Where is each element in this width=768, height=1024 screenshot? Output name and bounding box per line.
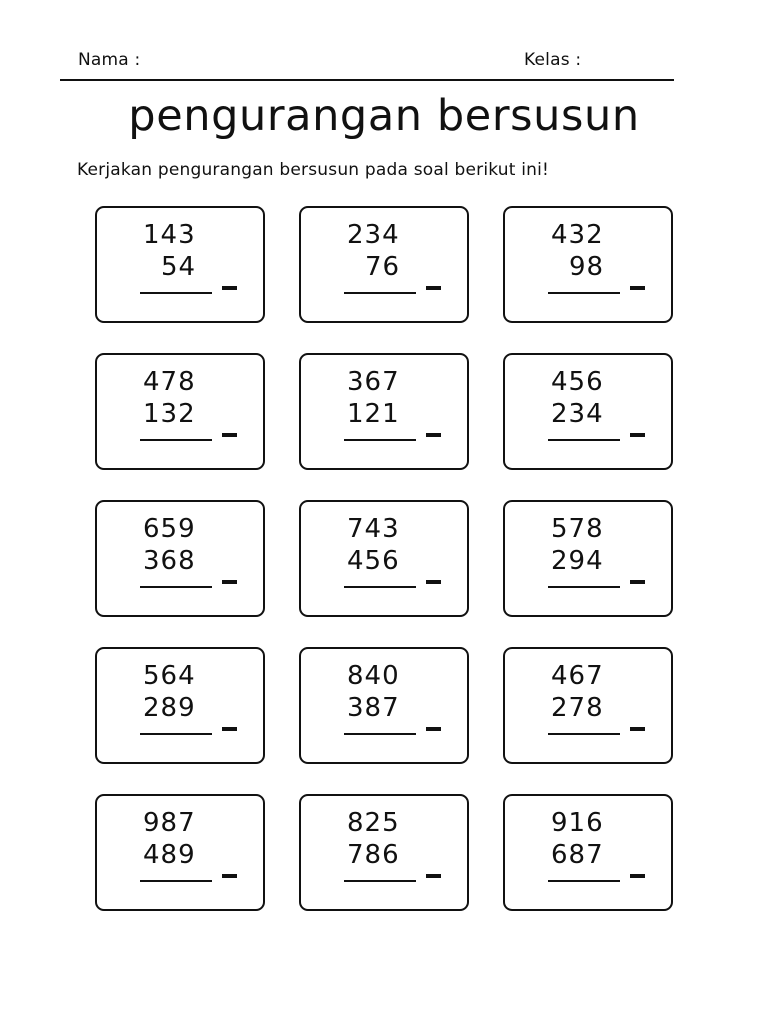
minuend: 456 [551, 367, 604, 397]
problem-card [95, 500, 265, 617]
minuend: 478 [143, 367, 196, 397]
minus-sign-icon [630, 874, 645, 878]
minus-sign-icon [426, 874, 441, 878]
minus-sign-icon [426, 727, 441, 731]
minus-sign-icon [222, 874, 237, 878]
subtrahend: 234 [551, 399, 604, 429]
problem-card [503, 500, 673, 617]
answer-line [344, 880, 416, 882]
subtrahend: 387 [347, 693, 400, 723]
problem-card [503, 353, 673, 470]
header-divider [60, 79, 674, 81]
minus-sign-icon [222, 580, 237, 584]
problem-card [95, 794, 265, 911]
subtrahend: 456 [347, 546, 400, 576]
answer-line [140, 292, 212, 294]
problem-card [95, 647, 265, 764]
answer-line [344, 586, 416, 588]
problem-card [299, 647, 469, 764]
answer-line [344, 439, 416, 441]
page-title: pengurangan bersusun [128, 91, 640, 141]
minus-sign-icon [426, 580, 441, 584]
subtrahend: 786 [347, 840, 400, 870]
answer-line [548, 439, 620, 441]
minuend: 432 [551, 220, 604, 250]
minuend: 564 [143, 661, 196, 691]
subtrahend: 278 [551, 693, 604, 723]
answer-line [140, 880, 212, 882]
minus-sign-icon [222, 286, 237, 290]
subtrahend: 368 [143, 546, 196, 576]
answer-line [548, 733, 620, 735]
minus-sign-icon [630, 286, 645, 290]
minuend: 467 [551, 661, 604, 691]
class-label: Kelas : [524, 50, 582, 70]
answer-line [344, 733, 416, 735]
answer-line [548, 586, 620, 588]
minuend: 234 [347, 220, 400, 250]
minus-sign-icon [222, 433, 237, 437]
answer-line [548, 880, 620, 882]
problem-card [299, 500, 469, 617]
subtrahend: 132 [143, 399, 196, 429]
problem-card [299, 353, 469, 470]
subtrahend: 54 [161, 252, 197, 282]
answer-line [140, 586, 212, 588]
minuend: 578 [551, 514, 604, 544]
answer-line [344, 292, 416, 294]
minus-sign-icon [222, 727, 237, 731]
subtrahend: 489 [143, 840, 196, 870]
answer-line [140, 439, 212, 441]
instruction-text: Kerjakan pengurangan bersusun pada soal berikut ini! [77, 160, 550, 180]
problem-card [503, 794, 673, 911]
minuend: 987 [143, 808, 196, 838]
subtrahend: 687 [551, 840, 604, 870]
answer-line [548, 292, 620, 294]
minus-sign-icon [426, 433, 441, 437]
subtrahend: 121 [347, 399, 400, 429]
subtrahend: 76 [365, 252, 401, 282]
problem-card [95, 206, 265, 323]
subtrahend: 294 [551, 546, 604, 576]
problem-grid [95, 206, 673, 911]
minus-sign-icon [630, 580, 645, 584]
name-label: Nama : [78, 50, 141, 70]
minuend: 143 [143, 220, 196, 250]
subtrahend: 289 [143, 693, 196, 723]
problem-card [299, 206, 469, 323]
minus-sign-icon [630, 433, 645, 437]
problem-card [95, 353, 265, 470]
minus-sign-icon [426, 286, 441, 290]
problem-card [299, 794, 469, 911]
problem-card [503, 206, 673, 323]
answer-line [140, 733, 212, 735]
minuend: 659 [143, 514, 196, 544]
problem-card [503, 647, 673, 764]
minus-sign-icon [630, 727, 645, 731]
minuend: 840 [347, 661, 400, 691]
header-row [60, 50, 674, 76]
minuend: 743 [347, 514, 400, 544]
minuend: 825 [347, 808, 400, 838]
minuend: 367 [347, 367, 400, 397]
minuend: 916 [551, 808, 604, 838]
subtrahend: 98 [569, 252, 605, 282]
